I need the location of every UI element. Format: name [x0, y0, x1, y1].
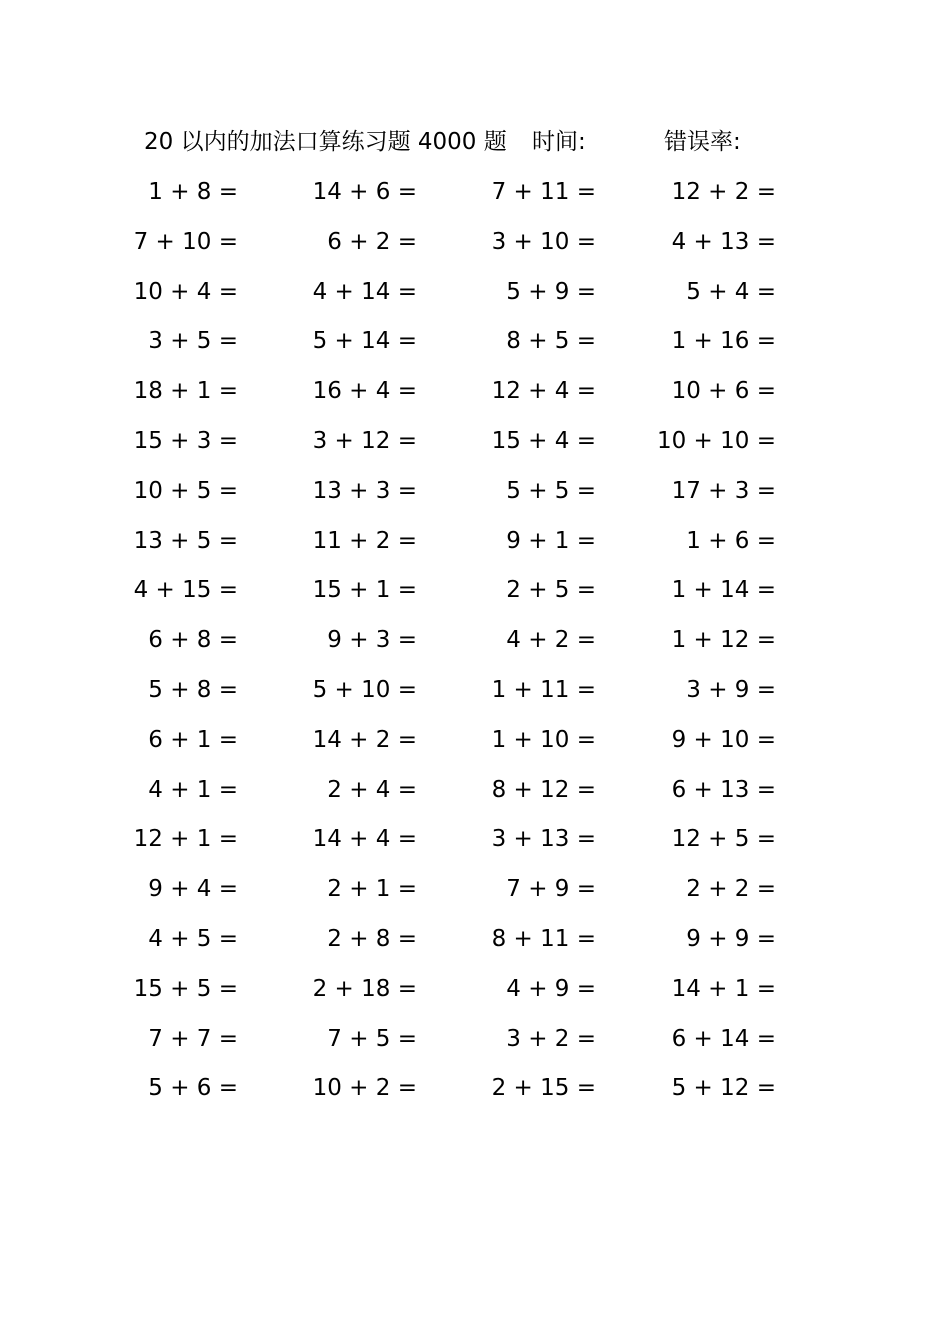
problem-cell: 7 + 10 =: [133, 228, 238, 255]
problem-cell: 13 + 3 =: [312, 477, 417, 504]
problem-cell: 4 + 1 =: [148, 776, 238, 803]
worksheet-title: 20 以内的加法口算练习题 4000 题: [144, 129, 507, 155]
problem-cell: 14 + 1 =: [671, 975, 776, 1002]
problem-cell: 9 + 1 =: [506, 527, 596, 554]
problem-cell: 3 + 12 =: [312, 427, 417, 454]
problem-cell: 3 + 10 =: [491, 228, 596, 255]
problem-row: [0, 819, 950, 869]
problem-cell: 14 + 4 =: [312, 826, 417, 853]
problem-cell: 2 + 15 =: [491, 1075, 596, 1102]
problem-cell: 2 + 4 =: [327, 776, 417, 803]
problem-cell: 15 + 1 =: [312, 577, 417, 604]
problem-cell: 15 + 3 =: [133, 427, 238, 454]
time-label: 时间:: [532, 129, 586, 155]
problem-cell: 13 + 5 =: [133, 527, 238, 554]
problem-cell: 9 + 10 =: [671, 726, 776, 753]
problem-cell: 1 + 16 =: [671, 328, 776, 355]
problem-row: [0, 172, 950, 222]
problem-cell: 5 + 8 =: [148, 676, 238, 703]
problem-row: [0, 1068, 950, 1118]
problem-cell: 12 + 1 =: [133, 826, 238, 853]
problem-cell: 9 + 3 =: [327, 627, 417, 654]
problem-cell: 15 + 5 =: [133, 975, 238, 1002]
problem-row: [0, 272, 950, 322]
problem-cell: 9 + 9 =: [686, 925, 776, 952]
problem-cell: 8 + 11 =: [491, 925, 596, 952]
problem-row: [0, 222, 950, 272]
problem-row: [0, 869, 950, 919]
problem-cell: 4 + 13 =: [671, 228, 776, 255]
problem-cell: 1 + 12 =: [671, 627, 776, 654]
problem-row: [0, 521, 950, 571]
problem-cell: 14 + 2 =: [312, 726, 417, 753]
problem-cell: 3 + 9 =: [686, 676, 776, 703]
problem-cell: 12 + 2 =: [671, 179, 776, 205]
problem-cell: 7 + 7 =: [148, 1025, 238, 1052]
problem-cell: 4 + 15 =: [133, 577, 238, 604]
problem-cell: 5 + 9 =: [506, 278, 596, 305]
problem-cell: 6 + 1 =: [148, 726, 238, 753]
problem-cell: 16 + 4 =: [312, 378, 417, 405]
problem-cell: 17 + 3 =: [671, 477, 776, 504]
problem-row: [0, 371, 950, 421]
problem-cell: 8 + 12 =: [491, 776, 596, 803]
worksheet-header: [144, 125, 794, 159]
problem-row: [0, 670, 950, 720]
problem-cell: 10 + 2 =: [312, 1075, 417, 1102]
problem-cell: 7 + 9 =: [506, 876, 596, 903]
problem-row: [0, 770, 950, 820]
problem-cell: 8 + 5 =: [506, 328, 596, 355]
problem-cell: 2 + 1 =: [327, 876, 417, 903]
problem-cell: 6 + 2 =: [327, 228, 417, 255]
problem-cell: 14 + 6 =: [312, 179, 417, 205]
problem-cell: 12 + 5 =: [671, 826, 776, 853]
problem-cell: 1 + 10 =: [491, 726, 596, 753]
problem-row: [0, 969, 950, 1019]
problem-cell: 3 + 2 =: [506, 1025, 596, 1052]
problem-cell: 6 + 14 =: [671, 1025, 776, 1052]
problem-row: [0, 421, 950, 471]
problem-row: [0, 620, 950, 670]
problem-row: [0, 321, 950, 371]
problem-cell: 15 + 4 =: [491, 427, 596, 454]
problem-cell: 1 + 6 =: [686, 527, 776, 554]
problem-cell: 2 + 2 =: [686, 876, 776, 903]
problem-cell: 5 + 4 =: [686, 278, 776, 305]
problem-cell: 4 + 9 =: [506, 975, 596, 1002]
problem-cell: 6 + 13 =: [671, 776, 776, 803]
problem-cell: 3 + 13 =: [491, 826, 596, 853]
problem-cell: 7 + 11 =: [491, 179, 596, 205]
problem-cell: 9 + 4 =: [148, 876, 238, 903]
problem-cell: 4 + 14 =: [312, 278, 417, 305]
problem-cell: 11 + 2 =: [312, 527, 417, 554]
problem-row: [0, 1019, 950, 1069]
problem-cell: 4 + 2 =: [506, 627, 596, 654]
problem-cell: 10 + 5 =: [133, 477, 238, 504]
problem-cell: 6 + 8 =: [148, 627, 238, 654]
problem-grid: [0, 172, 950, 1118]
error-rate-label: 错误率:: [664, 129, 741, 155]
problem-row: [0, 471, 950, 521]
problem-cell: 12 + 4 =: [491, 378, 596, 405]
problem-cell: 4 + 5 =: [148, 925, 238, 952]
problem-cell: 5 + 6 =: [148, 1075, 238, 1102]
problem-cell: 1 + 8 =: [148, 179, 238, 205]
problem-cell: 10 + 4 =: [133, 278, 238, 305]
problem-cell: 18 + 1 =: [133, 378, 238, 405]
problem-cell: 10 + 6 =: [671, 378, 776, 405]
problem-cell: 5 + 10 =: [312, 676, 417, 703]
problem-row: [0, 570, 950, 620]
problem-cell: 5 + 12 =: [671, 1075, 776, 1102]
problem-cell: 1 + 11 =: [491, 676, 596, 703]
problem-cell: 10 + 10 =: [656, 427, 776, 454]
problem-row: [0, 720, 950, 770]
problem-cell: 5 + 5 =: [506, 477, 596, 504]
problem-cell: 3 + 5 =: [148, 328, 238, 355]
problem-row: [0, 919, 950, 969]
problem-cell: 5 + 14 =: [312, 328, 417, 355]
problem-cell: 2 + 5 =: [506, 577, 596, 604]
problem-cell: 2 + 18 =: [312, 975, 417, 1002]
problem-cell: 1 + 14 =: [671, 577, 776, 604]
problem-cell: 2 + 8 =: [327, 925, 417, 952]
problem-cell: 7 + 5 =: [327, 1025, 417, 1052]
